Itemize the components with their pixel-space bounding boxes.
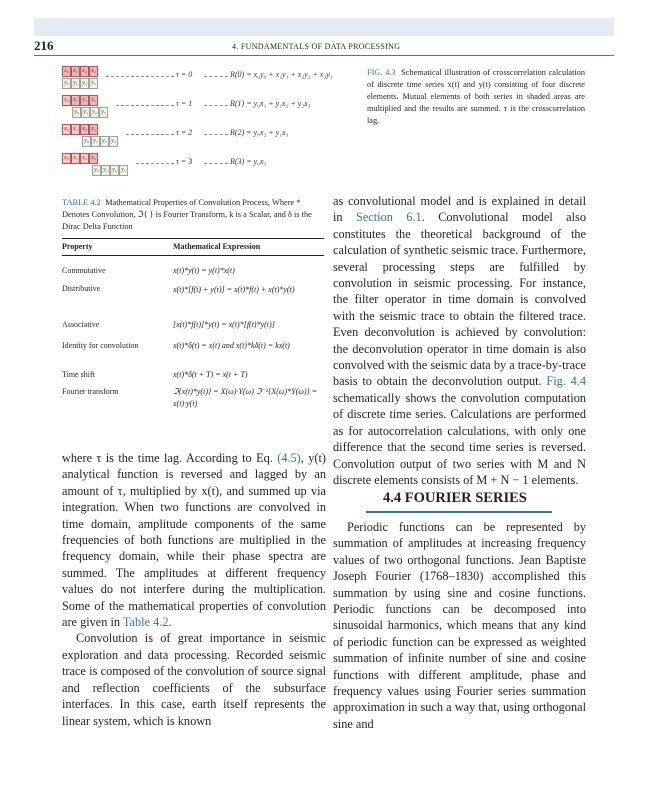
y-cell: y₃	[119, 165, 128, 176]
y-cell: y₃	[109, 136, 118, 147]
table-label: TABLE 4.2	[62, 198, 101, 207]
section-rule	[366, 511, 552, 513]
tau-label: τ = 1	[176, 99, 193, 108]
x-cell: x₀	[62, 124, 71, 135]
table-header: Property	[62, 242, 93, 251]
y-cell: y₀	[82, 136, 91, 147]
table-row	[62, 386, 324, 414]
dashed-leader	[106, 76, 174, 77]
table-link[interactable]: Table 4.2	[122, 615, 169, 630]
tau-label: τ = 3	[176, 157, 193, 166]
dashed-leader	[204, 76, 228, 77]
figure-row	[62, 66, 362, 94]
figure-row	[62, 124, 362, 152]
properties-table	[62, 238, 324, 414]
dashed-leader	[126, 134, 174, 135]
paragraph: Periodic functions can be represented by summation of amplitudes at increasing frequency values of two orthogonal functions. Jean Baptiste Joseph Fourier (1768–1830) accomplished this summation by using sine and cosine functions. Periodic functions can be decomposed into sinusoidal harmonics, which means that any kind of periodic function can be expressed as weighted summation of infinite number of sine and cosine functions with different amplitude, phase and frequency values using Fourier series summation approximation in such a way that, using orthogonal sine and	[333, 520, 586, 731]
correlation-expression: R(0) = x₀y₀ + x₁y₁ + x₂y₂ + x₃y₃	[230, 70, 333, 79]
y-cell: y₂	[80, 78, 89, 89]
table-cell: Fourier transform	[62, 387, 119, 396]
dashed-leader	[116, 105, 174, 106]
x-cell: x₃	[89, 153, 98, 164]
table-cell: x(t)*[f(t) + y(t)] = x(t)*f(t) + x(t)*y(t)	[173, 285, 295, 294]
x-cell: x₂	[80, 66, 89, 77]
x-cell: x₃	[89, 124, 98, 135]
figure-label: FIG. 4.3	[367, 68, 396, 77]
figure-caption-text: Schematical illustration of crosscorrelation calculation of discrete time series x(t) and y(t) consisting of four discrete elements. Mutual elements of both series in shaded areas are multiplied and the results are summed. τ is the crosscorrelation lag.	[367, 68, 586, 125]
table-row	[62, 340, 324, 370]
table-row	[62, 284, 324, 320]
x-cell: x₀	[62, 66, 71, 77]
x-cell: x₃	[89, 66, 98, 77]
section-link[interactable]: Section 6.1	[356, 210, 422, 225]
y-cell: y₀	[62, 78, 71, 89]
correlation-expression: R(2) = y₀x₂ + y₁x₃	[230, 128, 289, 137]
y-cell: y₂	[90, 107, 99, 118]
figure-link[interactable]: Fig. 4.4	[546, 374, 586, 389]
table-cell: [x(t)*f(t)]*y(t) = x(t)*[f(t)*y(t)]	[173, 320, 275, 329]
x-cell: x₁	[71, 124, 80, 135]
table-cell: Distributive	[62, 284, 101, 293]
table-cell: x(t)*y(t) = y(t)*x(t)	[173, 266, 235, 275]
table-row	[62, 266, 324, 284]
x-cell: x₁	[71, 153, 80, 164]
table-cell: x(t)*δ(t) = x(t) and x(t)*kδ(t) = kx(t)	[173, 341, 290, 350]
tau-label: τ = 2	[176, 128, 193, 137]
table-header: Mathematical Expression	[173, 242, 261, 251]
header-band	[34, 18, 614, 36]
x-cell: x₂	[80, 95, 89, 106]
x-cell: x₂	[80, 124, 89, 135]
y-cell: y₂	[110, 165, 119, 176]
x-cell: x₀	[62, 153, 71, 164]
dashed-leader	[204, 163, 228, 164]
paragraph: Convolution is of great importance in seismic exploration and data processing. Recorded seismic trace is composed of the convolution of source signal and reflection coefficients of the subsurface interfaces. In this case, earth itself represents the linear system, which is known	[62, 631, 326, 728]
paragraph: as convolutional model and is explained in detail in Section 6.1. Convolutional model also constitutes the theoretical background of the calculation of synthetic seismic trace. Furthermore, several processing steps are fulfilled by convolution in seismic processing. For instance, the filter operator in time domain is convolved with the seismic trace to obtain the filtered trace. Even deconvolution is achieved by convolution: the deconvolution operator in time domain is also convolved with the seismic data by a trace-by-trace basis to obtain the deconvolution output. Fig. 4.4 schematically shows the convolution computation of discrete time series. Calculations are performed as for autocorrelation calculations, with only one difference that the second time series is reversed. Convolution output of two series with M and N discrete elements consists of M + N − 1 elements.	[333, 194, 587, 487]
left-column-text	[62, 450, 326, 729]
right-column-text-lower	[333, 519, 586, 732]
y-cell: y₀	[92, 165, 101, 176]
y-cell: y₃	[99, 107, 108, 118]
x-cell: x₁	[71, 95, 80, 106]
y-cell: y₃	[89, 78, 98, 89]
dashed-leader	[136, 163, 174, 164]
correlation-expression: R(3) = y₀x₃	[230, 157, 267, 166]
table-row	[62, 320, 324, 340]
table-cell: Time shift	[62, 370, 95, 379]
header-rule	[34, 55, 614, 56]
table-cell: Identity for convolution	[62, 341, 139, 350]
figure-row	[62, 95, 362, 123]
table-caption	[62, 197, 324, 233]
figure-crosscorrelation	[62, 66, 362, 184]
figure-caption	[367, 67, 585, 127]
section-title: 4.4 FOURIER SERIES	[383, 490, 527, 506]
page-number: 216	[34, 38, 54, 53]
dashed-leader	[204, 134, 228, 135]
running-head: 4. FUNDAMENTALS OF DATA PROCESSING	[232, 42, 401, 51]
y-cell: y₀	[72, 107, 81, 118]
x-cell: x₂	[80, 153, 89, 164]
table-cell: x(t)*δ(t + T) = x(t + T)	[173, 370, 248, 379]
tau-label: τ = 0	[176, 70, 193, 79]
y-cell: y₁	[101, 165, 110, 176]
table-header-row	[62, 239, 324, 255]
table-cell: Commutative	[62, 266, 106, 275]
paragraph: where τ is the time lag. According to Eq. (4.5), y(t) analytical function is reversed and lagged by an amount of τ, multiplied by x(t), and summed up via integration. When two functions are convolved in time domain, amplitude components of the same frequencies of both functions are multiplied in the frequency domain, while their phase spectra are summed. The amplitudes at different frequency values do not interfere during the multiplication. Some of the mathematical properties of convolution are given in Table 4.2.	[62, 451, 327, 630]
equation-link[interactable]: (4.5)	[277, 451, 301, 465]
table-row	[62, 370, 324, 386]
y-cell: y₁	[81, 107, 90, 118]
right-column-text	[333, 193, 586, 488]
x-cell: x₃	[89, 95, 98, 106]
y-cell: y₂	[100, 136, 109, 147]
dashed-leader	[204, 105, 228, 106]
correlation-expression: R(1) = y₀x₁ + y₁x₂ + y₂x₃	[230, 99, 311, 108]
y-cell: y₁	[91, 136, 100, 147]
y-cell: y₁	[71, 78, 80, 89]
table-caption-text: Mathematical Properties of Convolution Process, Where * Denotes Convolution, ℑ{ } is Fourier Transform, k is a Scalar, and δ is the Dirac Delta Function	[62, 198, 312, 231]
table-cell: ℑ{x(t)*y(t)} = X(ω)·Y(ω) ℑ⁻¹{X(ω)*Y(ω)} = x(t)·y(t)	[173, 387, 318, 408]
table-cell: Associative	[62, 320, 100, 329]
figure-row	[62, 153, 362, 181]
x-cell: x₁	[71, 66, 80, 77]
x-cell: x₀	[62, 95, 71, 106]
